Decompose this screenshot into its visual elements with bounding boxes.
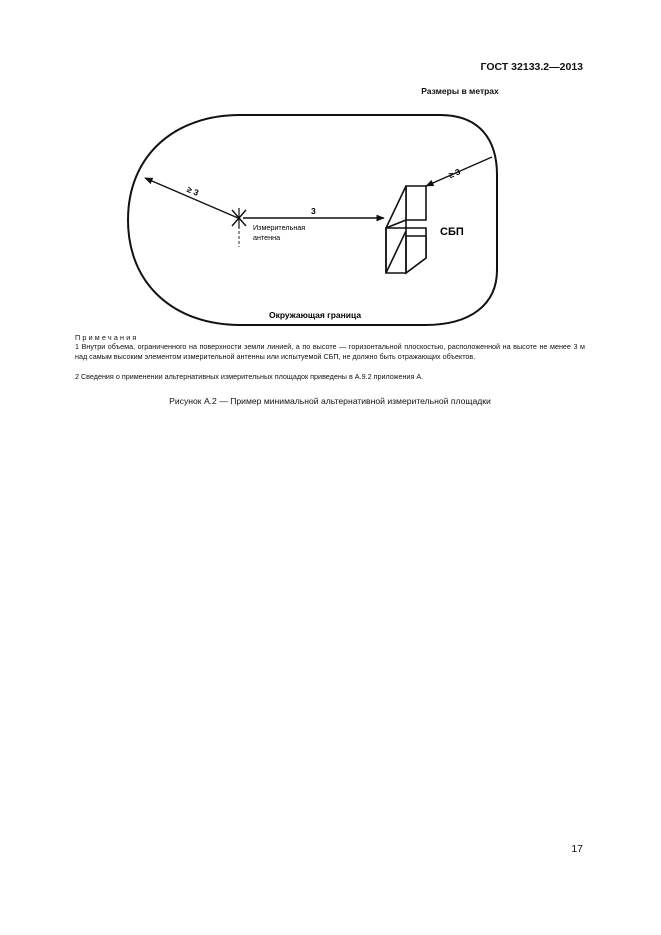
dimension-label-center: 3 <box>311 206 316 216</box>
boundary-outline <box>128 115 497 325</box>
device-icon <box>386 186 426 273</box>
antenna-icon <box>232 208 246 247</box>
figure-caption: Рисунок А.2 — Пример минимальной альтернативной измерительной площадки <box>169 396 491 406</box>
note-1: 1 Внутри объема, ограниченного на поверхности земли линией, а по высоте — горизонтальной плоскостью, расположенной на высоте не менее 3 м над самым высоким элементом измерительной антенны или испытуемой СБП, не должно быть отражающих объектов. <box>75 342 585 361</box>
antenna-label-line2: антенна <box>253 233 281 242</box>
device-label: СБП <box>440 226 464 238</box>
boundary-label: Окружающая граница <box>268 310 362 320</box>
units-label: Размеры в метрах <box>421 86 499 96</box>
notes-title: Примечания <box>75 333 139 342</box>
antenna-label-line1: Измерительная <box>253 223 306 232</box>
document-header: ГОСТ 32133.2—2013 <box>480 61 583 73</box>
note-2: 2 Сведения о применении альтернативных измерительных площадок приведены в А.9.2 приложения А. <box>75 372 424 381</box>
dimension-label-right: ≥ 3 <box>446 166 462 181</box>
dimension-label-left: ≥ 3 <box>185 184 201 198</box>
page-number: 17 <box>571 843 583 855</box>
